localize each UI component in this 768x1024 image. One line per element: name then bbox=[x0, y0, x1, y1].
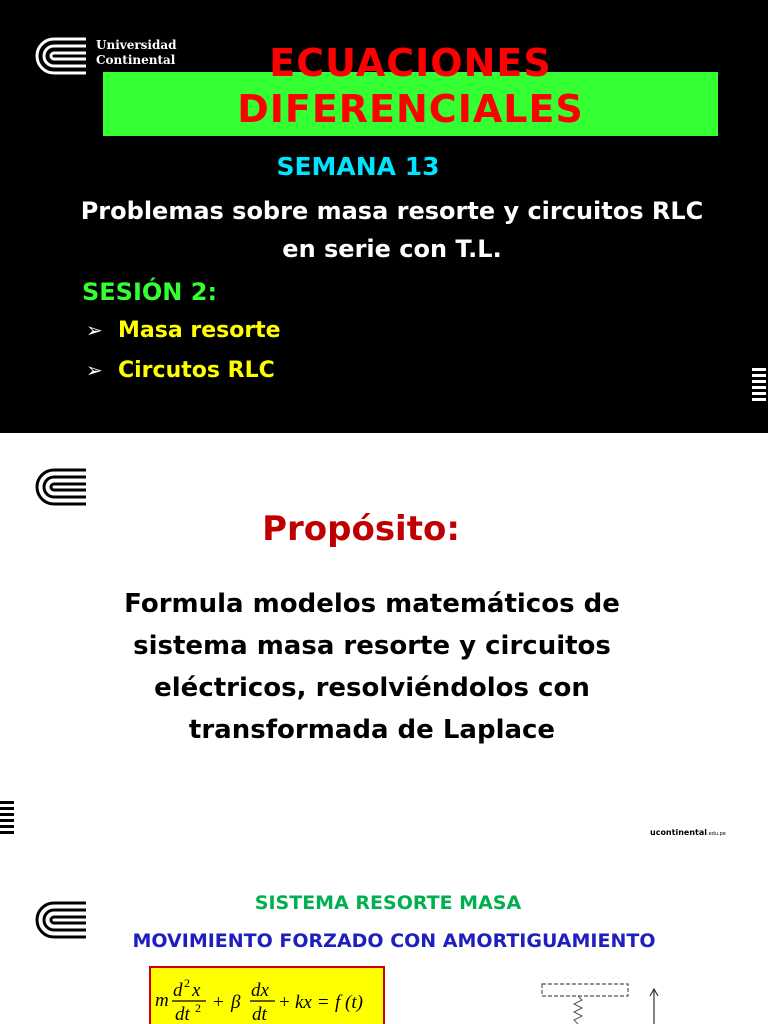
bullet-text: Masa resorte bbox=[118, 318, 281, 343]
week-label: SEMANA 13 bbox=[276, 152, 440, 181]
course-title-line-1: ECUACIONES bbox=[269, 41, 552, 85]
eq-dt2: dt bbox=[175, 1004, 190, 1024]
continental-c-icon bbox=[34, 36, 90, 76]
logo-line-1: Universidad bbox=[96, 38, 177, 52]
section-subheading: MOVIMIENTO FORZADO CON AMORTIGUAMIENTO bbox=[132, 930, 656, 952]
bullet-text: Circutos RLC bbox=[118, 358, 275, 383]
purpose-text: Formula modelos matemáticos de sistema masa resorte y circuitos eléctricos, resolviéndolos con transformada de Laplace bbox=[124, 589, 620, 745]
footer-brand-name: ucontinental bbox=[650, 828, 707, 837]
equation-box bbox=[149, 966, 385, 1024]
bullet-item bbox=[86, 358, 275, 383]
university-logo-mark bbox=[34, 467, 90, 507]
eq-exp: 2 bbox=[184, 976, 190, 990]
course-title-line-2: DIFERENCIALES bbox=[237, 87, 584, 131]
eq-equals: = bbox=[318, 992, 329, 1013]
footer-brand-domain: .edu.pe bbox=[706, 831, 726, 837]
spring-mass-diagram bbox=[530, 978, 670, 1024]
eq-plus: + bbox=[213, 992, 224, 1013]
purpose-heading: Propósito: bbox=[262, 509, 460, 549]
eq-dx: dx bbox=[251, 980, 269, 1001]
eq-dt: dt bbox=[252, 1004, 267, 1024]
slide-purpose bbox=[0, 433, 768, 850]
session-label: SESIÓN 2: bbox=[82, 278, 218, 306]
eq-m: m bbox=[155, 990, 169, 1011]
differential-equation bbox=[151, 968, 383, 1024]
slide-title bbox=[0, 0, 768, 433]
slide-spring-mass bbox=[0, 850, 768, 1024]
eq-plus-2: + bbox=[279, 992, 290, 1013]
barcode-decoration bbox=[752, 368, 766, 401]
eq-beta: β bbox=[231, 992, 241, 1013]
footer-brand bbox=[650, 828, 726, 837]
eq-kx: kx bbox=[295, 992, 312, 1013]
section-heading: SISTEMA RESORTE MASA bbox=[254, 892, 522, 914]
eq-forcing: f (t) bbox=[335, 992, 363, 1013]
logo-line-2: Continental bbox=[96, 53, 176, 67]
eq-d: d bbox=[173, 980, 183, 1001]
course-title bbox=[103, 40, 718, 132]
slide-subtitle: Problemas sobre masa resorte y circuitos RLC en serie con T.L. bbox=[80, 197, 704, 263]
university-logo bbox=[34, 36, 177, 76]
continental-c-icon bbox=[34, 467, 90, 507]
bullet-item bbox=[86, 318, 281, 343]
arrow-bullet-icon: ➢ bbox=[86, 358, 103, 382]
arrow-bullet-icon: ➢ bbox=[86, 318, 103, 342]
barcode-decoration bbox=[0, 801, 14, 834]
eq-exp2: 2 bbox=[195, 1001, 201, 1015]
eq-x: x bbox=[192, 980, 201, 1001]
